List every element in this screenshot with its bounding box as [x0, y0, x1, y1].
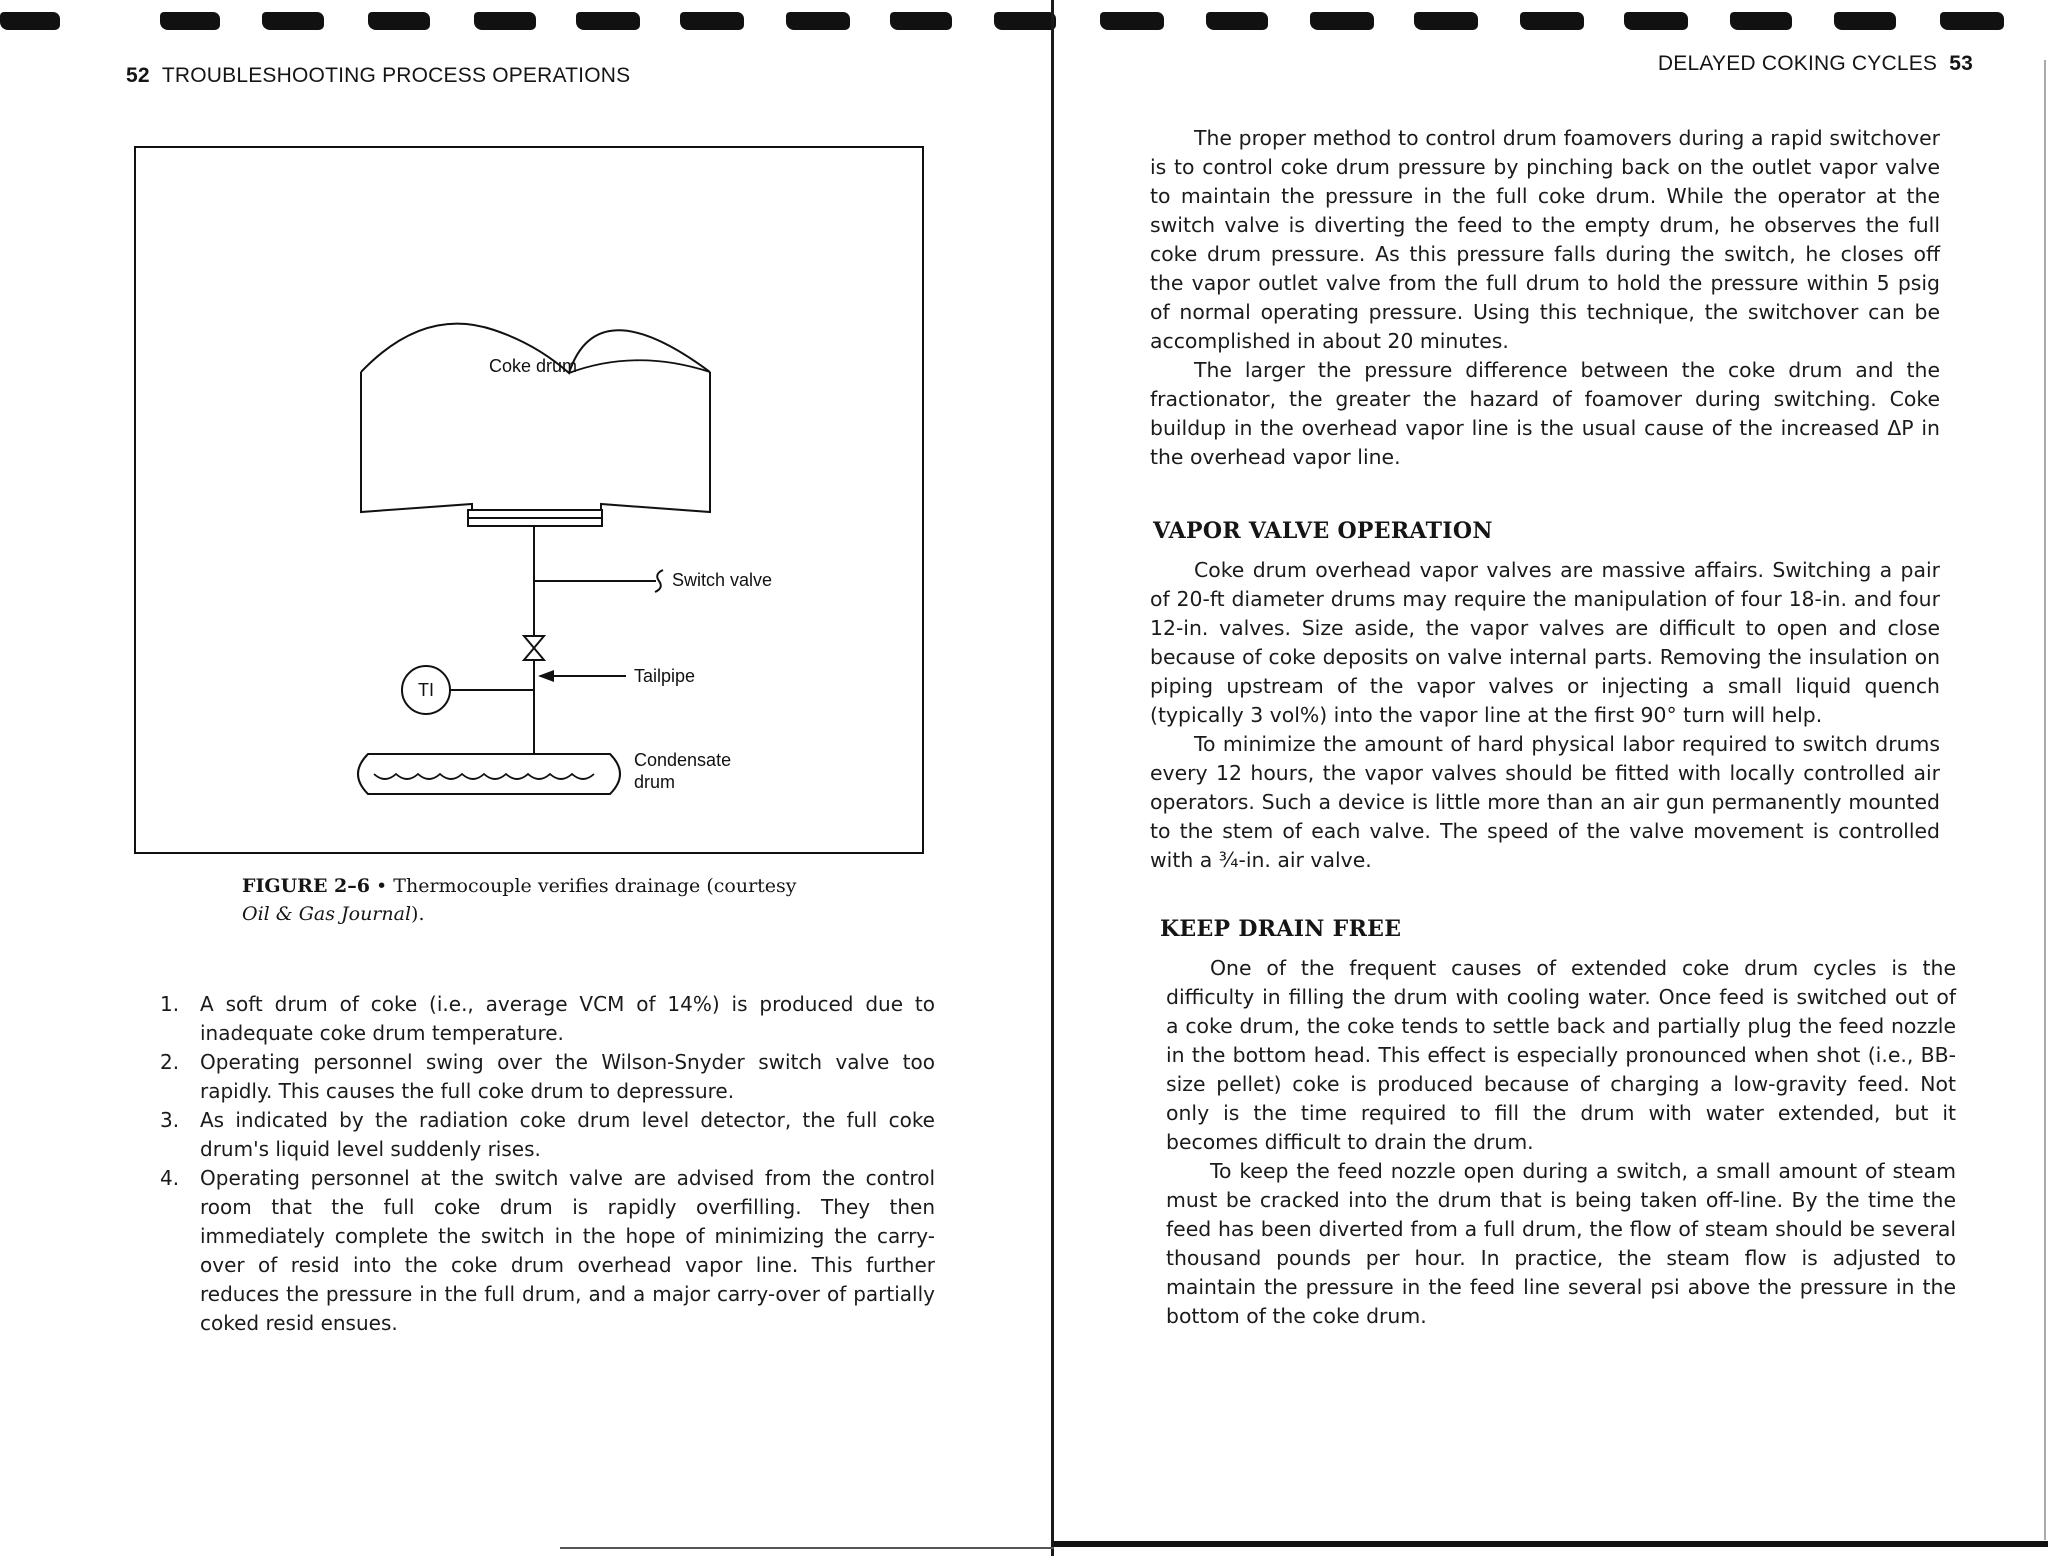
list-item-number: 2.: [160, 1050, 180, 1074]
keep-drain-text-block: [1166, 954, 1956, 1331]
drum-flange-upper: [468, 510, 602, 518]
body-paragraph: To minimize the amount of hard physical labor required to switch drums every 12 hours, the vapor valves should be fitted with locally controlled air operators. Such a device is little more than an air gun permanently mounted to the stem of each valve. The speed of the valve movement is controlled with a ¾-in. air valve.: [1150, 732, 1940, 872]
list-item: [160, 1048, 935, 1106]
left-running-head: [126, 64, 630, 88]
caption-source: Oil & Gas Journal: [242, 903, 412, 925]
ti-label: TI: [418, 680, 434, 700]
caption-separator: •: [370, 875, 394, 897]
list-item-text: Operating personnel at the switch valve are advised from the control room that the full coke drum is rapidly overfilling. They then immediately complete the switch in the hope of minimizing the carry-over of resid into the coke drum overhead vapor line. This further reduces the pressure in the full drum, and a major carry-over of partially coked resid ensues.: [200, 1166, 935, 1335]
list-item-text: As indicated by the radiation coke drum level detector, the full coke drum's liquid level suddenly rises.: [200, 1108, 935, 1161]
body-paragraph: The proper method to control drum foamovers during a rapid switchover is to control coke drum pressure by pinching back on the outlet vapor valve to maintain the pressure in the full coke drum. While the operator at the switch valve is diverting the feed to the empty drum, he observes the full coke drum pressure. As this pressure falls during the switch, he closes off the vapor outlet valve from the full drum to hold the pressure within 5 psig of normal operating pressure. Using this technique, the switchover can be accomplished in about 20 minutes.: [1150, 126, 1940, 353]
arrow-left-icon: [538, 670, 554, 682]
coke-drum-label: Coke drum: [488, 356, 578, 376]
list-item-number: 4.: [160, 1166, 180, 1190]
drum-flange-lower: [468, 518, 602, 526]
switch-valve-bracket: [655, 570, 663, 592]
figure-number: FIGURE 2–6: [242, 875, 370, 897]
caption-text: Thermocouple verifies drainage (courtesy: [393, 875, 797, 897]
left-page-number: 52: [126, 64, 150, 87]
section-heading-keep-drain: KEEP DRAIN FREE: [1160, 916, 1402, 942]
section-heading-vapor-valve: VAPOR VALVE OPERATION: [1153, 518, 1493, 544]
page-bottom-edge: [1054, 1541, 2048, 1547]
list-item: [160, 990, 935, 1048]
valve-icon-bottom: [524, 648, 544, 660]
page-right-edge: [2044, 60, 2046, 1540]
list-item-number: 3.: [160, 1108, 180, 1132]
body-paragraph: One of the frequent causes of extended coke drum cycles is the difficulty in filling the drum with cooling water. Once feed is switched out of a coke drum, the coke tends to settle back and partially plug the feed nozzle in the bottom head. This effect is especially pronounced when shot (i.e., BB-size pellet) coke is produced because of charging a low-gravity feed. Not only is the time required to fill the drum with water extended, but it becomes difficult to drain the drum.: [1166, 956, 1956, 1154]
condensate-label-line2: drum: [634, 772, 676, 792]
numbered-list: [160, 990, 935, 1338]
body-paragraph: To keep the feed nozzle open during a switch, a small amount of steam must be cracked into the drum that is being taken off-line. By the time the feed has been diverted from a full drum, the flow of steam should be several thousand pounds per hour. In practice, the steam flow is adjusted to maintain the pressure in the feed line several psi above the pressure in the bottom of the coke drum.: [1166, 1159, 1956, 1328]
body-paragraph: The larger the pressure difference between the coke drum and the fractionator, the greater the hazard of foamover during switching. Coke buildup in the overhead vapor line is the usual cause of the increased ΔP in the overhead vapor line.: [1150, 358, 1940, 469]
coke-drum-body: [361, 372, 710, 512]
foam-surface: [569, 360, 710, 373]
switch-valve-label: Switch valve: [672, 570, 773, 590]
coke-drum-diagram: [136, 148, 926, 856]
list-item-text: A soft drum of coke (i.e., average VCM of 14%) is produced due to inadequate coke drum temperature.: [200, 992, 935, 1045]
caption-end: ).: [411, 903, 425, 925]
body-paragraph: Coke drum overhead vapor valves are massive affairs. Switching a pair of 20-ft diameter drums may require the manipulation of four 18-in. and four 12-in. valves. Size aside, the vapor valves are difficult to open and close because of coke deposits on valve internal parts. Removing the insulation on piping upstream of the vapor valves or injecting a small liquid quench (typically 3 vol%) into the vapor line at the first 90° turn will help.: [1150, 558, 1940, 727]
valve-icon-top: [524, 636, 544, 648]
list-item: [160, 1164, 935, 1338]
right-page-number: 53: [1949, 52, 1973, 75]
liquid-level-waves: [374, 774, 594, 779]
vapor-valve-text-block: [1150, 556, 1940, 875]
left-running-title: TROUBLESHOOTING PROCESS OPERATIONS: [161, 64, 631, 87]
tailpipe-label: Tailpipe: [634, 666, 696, 686]
intro-text-block: [1150, 124, 1940, 472]
book-gutter: [1051, 0, 1054, 1556]
figure-diagram: [134, 146, 924, 854]
figure-caption: [242, 872, 862, 928]
list-item-text: Operating personnel swing over the Wilson-Snyder switch valve too rapidly. This causes the full coke drum to depressure.: [200, 1050, 935, 1103]
list-item-number: 1.: [160, 992, 180, 1016]
right-running-title: DELAYED COKING CYCLES: [1657, 52, 1938, 75]
list-item: [160, 1106, 935, 1164]
right-running-head: [1658, 52, 1973, 76]
condensate-label-line1: Condensate: [634, 750, 732, 770]
